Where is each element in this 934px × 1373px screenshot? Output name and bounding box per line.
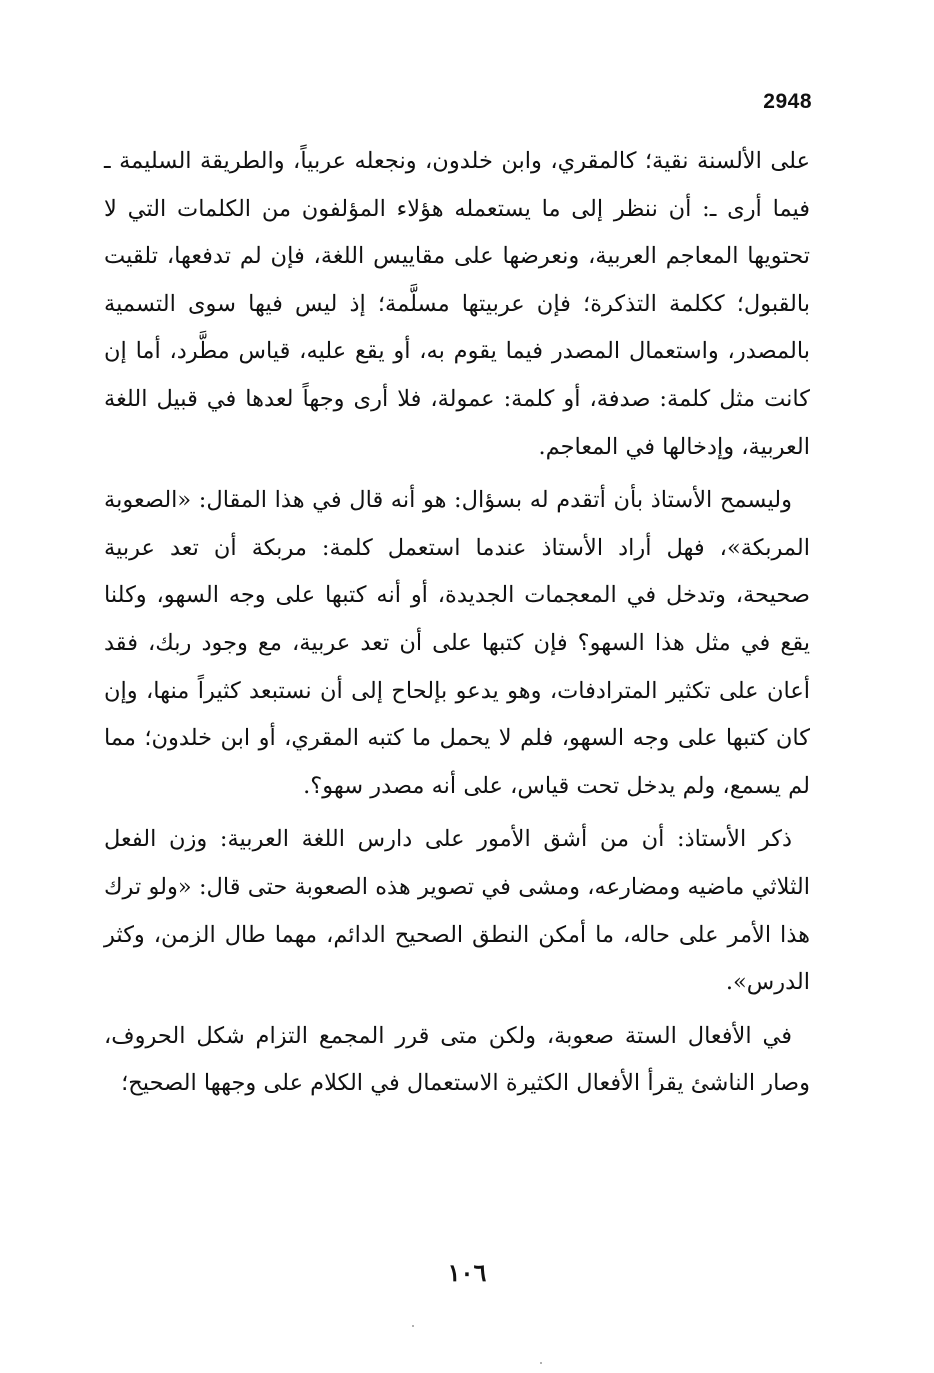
scan-speck <box>412 1325 414 1327</box>
scan-speck <box>540 1362 542 1364</box>
page-body <box>104 138 810 1108</box>
paragraph-4: في الأفعال الستة صعوبة، ولكن متى قرر المجمع التزام شكل الحروف، وصار الناشئ يقرأ الأفعال الكثيرة الاستعمال في الكلام على وجهها الصحيح؛ <box>104 1022 810 1097</box>
document-number: 2948 <box>763 90 812 113</box>
paragraph-1: على الألسنة نقية؛ كالمقري، وابن خلدون، ونجعله عربياً، والطريقة السليمة ـ فيما أرى ـ: أن ننظر إلى ما يستعمله هؤلاء المؤلفون من الكلمات التي لا تحتويها المعاجم العربية، ونعرضها على مقاييس اللغة، فإن لم تدفعها، تلقيت بالقبول؛ ككلمة التذكرة؛ فإن عربيتها مسلَّمة؛ إذ ليس فيها سوى التسمية بالمصدر، واستعمال المصدر فيما يقوم به، أو يقع عليه، قياس مطَّرد، أما إن كانت مثل كلمة: صدفة، أو كلمة: عمولة، فلا أرى وجهاً لعدها في قبيل اللغة العربية، وإدخالها في المعاجم. <box>104 148 810 460</box>
page-number: ١٠٦ <box>447 1258 487 1287</box>
paragraph-2: وليسمح الأستاذ بأن أتقدم له بسؤال: هو أنه قال في هذا المقال: «الصعوبة المربكة»، فهل أراد الأستاذ عندما استعمل كلمة: مربكة أن تعد عربية صحيحة، وتدخل في المعجمات الجديدة، أو أنه كتبها على وجه السهو، وكلنا يقع في مثل هذا السهو؟ فإن كتبها على أن تعد عربية، مع وجود ربك، فقد أعان على تكثير المترادفات، وهو يدعو بإلحاح إلى أن نستبعد كثيراً منها، وإن كان كتبها على وجه السهو، فلم لا يحمل ما كتبه المقري، أو ابن خلدون؛ مما لم يسمع، ولم يدخل تحت قياس، على أنه مصدر سهو؟. <box>104 487 810 799</box>
paragraph-3: ذكر الأستاذ: أن من أشق الأمور على دارس اللغة العربية: وزن الفعل الثلاثي ماضيه ومضارعه، ومشى في تصوير هذه الصعوبة حتى قال: «ولو ترك هذا الأمر على حاله، ما أمكن النطق الصحيح الدائم، مهما طال الزمن، وكثر الدرس». <box>104 826 810 996</box>
